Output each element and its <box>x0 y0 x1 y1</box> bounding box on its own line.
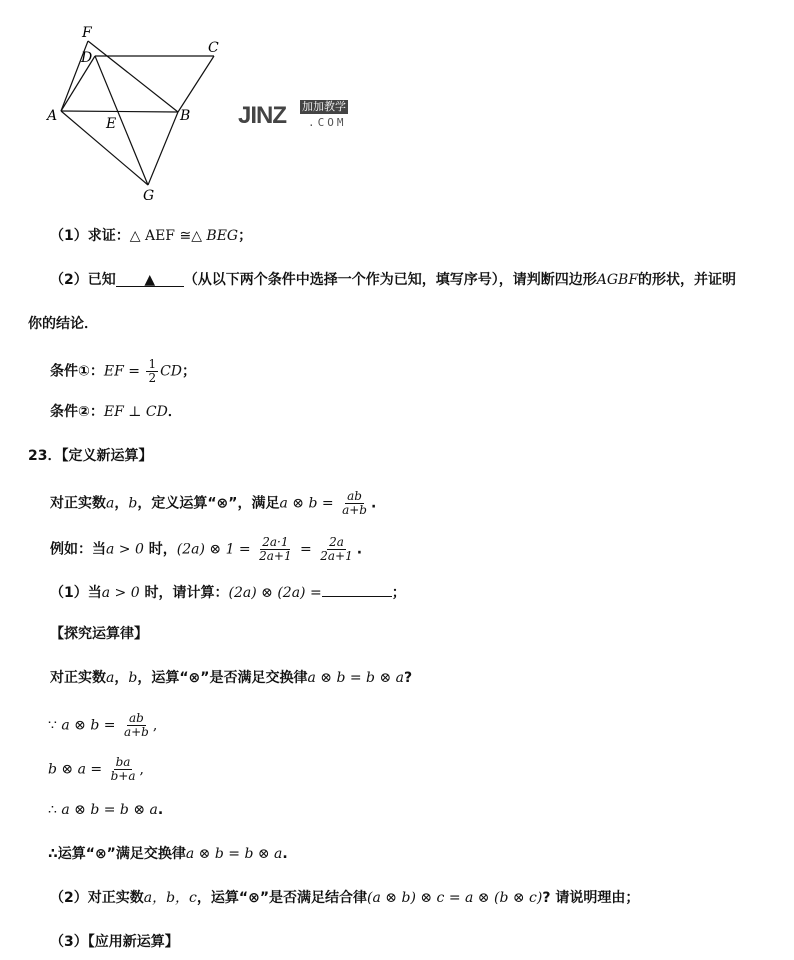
condition-label: 条件②： <box>50 404 104 420</box>
q22-part1 <box>50 226 252 246</box>
math-op: = <box>123 363 145 380</box>
numerator: ab <box>128 711 144 725</box>
part-label: （1）当 <box>50 585 102 601</box>
punct: ； <box>182 363 197 380</box>
logo-main: JINZ <box>238 102 287 129</box>
math-expr: CD <box>160 363 183 380</box>
fraction <box>146 358 158 385</box>
punct: . <box>157 802 164 818</box>
q23-part3: （3）【应用新运算】 <box>50 934 179 950</box>
var: a <box>106 495 115 512</box>
answer-blank[interactable] <box>322 580 392 597</box>
punct: . <box>282 846 288 862</box>
math-expr: a ⊗ b <box>279 495 318 512</box>
part-label: （1）求证： <box>50 228 130 244</box>
text: 例如：当 <box>50 541 106 558</box>
fraction <box>318 536 354 563</box>
label-F: F <box>82 25 92 41</box>
step-2 <box>48 756 144 783</box>
text: 时，请计算： <box>139 585 229 601</box>
condition-1 <box>50 358 196 385</box>
math-expr: AGBF <box>596 272 639 288</box>
step-4 <box>48 844 288 864</box>
numerator: 2a·1 <box>262 535 289 549</box>
step-3 <box>48 800 163 820</box>
q23-part2 <box>50 888 639 908</box>
label-D: D <box>81 50 93 66</box>
text: 的形状，并证明 <box>638 272 737 288</box>
text: ? 请说明理由； <box>542 890 640 906</box>
denominator: a+b <box>123 725 149 739</box>
math-expr: a > 0 <box>106 541 144 558</box>
denominator: 2a+1 <box>259 549 292 563</box>
numerator: 1 <box>148 357 157 371</box>
math-expr: EF <box>103 363 124 380</box>
label-G: G <box>143 188 155 204</box>
label-C: C <box>208 40 219 56</box>
text: ，运算“⊗”是否满足交换律 <box>137 670 308 686</box>
numerator: 2a <box>329 535 344 549</box>
because-symbol: ∵ <box>48 717 62 734</box>
math-expr: b ⊗ a <box>48 761 86 778</box>
punct: ， <box>114 670 129 686</box>
text: 时， <box>143 541 177 558</box>
q23-part1 <box>50 580 406 603</box>
fraction <box>340 490 369 517</box>
part-label: （2）对正实数 <box>50 890 144 906</box>
part-label: （2）已知 <box>50 272 116 288</box>
numerator: ba <box>115 755 131 769</box>
therefore-symbol: ∴ <box>48 802 62 818</box>
q23-example <box>50 536 362 563</box>
text: ，定义运算“⊗”，满足 <box>137 495 280 512</box>
q22-part2-cont: 你的结论． <box>28 316 98 332</box>
text: 对正实数 <box>50 495 106 512</box>
label-E: E <box>106 116 117 132</box>
denominator: a+b <box>342 503 367 517</box>
math-expr: a ⊗ b = b ⊗ a <box>185 846 283 862</box>
explore-question <box>50 668 412 688</box>
text: ，运算“⊗”是否满足结合律 <box>196 890 368 906</box>
var: b <box>128 495 138 512</box>
math-expr: △ AEF <box>129 228 176 244</box>
denominator: 2a+1 <box>320 549 353 563</box>
math-expr: a ⊗ b = b ⊗ a <box>307 670 404 686</box>
math-op: = <box>317 495 339 512</box>
fraction <box>109 756 138 783</box>
q23-title: 23．【定义新运算】 <box>28 448 153 464</box>
math-expr: EF ⊥ CD <box>103 404 168 420</box>
text: （从以下两个条件中选择一个作为已知，填写序号），请判断四边形 <box>183 272 597 288</box>
logo-cn: 加加教学 <box>302 100 346 113</box>
punct: ， <box>114 495 129 512</box>
numerator: ab <box>347 489 362 503</box>
math-op: = <box>85 761 107 778</box>
condition-label: 条件①： <box>50 363 104 380</box>
punct: ； <box>391 585 406 601</box>
var: b <box>128 670 138 686</box>
math-op: ≅△ <box>175 228 207 244</box>
math-expr: BEG <box>206 228 239 244</box>
explore-title: 【探究运算律】 <box>50 626 148 642</box>
denominator: b+a <box>110 769 136 783</box>
math-op: = <box>295 541 317 558</box>
geometry-figure <box>0 0 240 210</box>
answer-blank[interactable] <box>116 270 184 287</box>
condition-2 <box>50 402 182 422</box>
label-B: B <box>180 108 191 124</box>
punct: ． <box>167 404 182 420</box>
math-expr: (2a) ⊗ 1 <box>176 541 235 558</box>
fraction <box>122 712 151 739</box>
logo-sub: .COM <box>308 116 347 129</box>
label-A: A <box>47 108 58 124</box>
math-op: = <box>234 541 256 558</box>
math-expr: a ⊗ b = b ⊗ a <box>61 802 158 818</box>
punct: . <box>370 495 377 512</box>
text: 对正实数 <box>50 670 106 686</box>
step-1 <box>48 712 157 739</box>
punct: , <box>152 717 158 734</box>
math-expr: (a ⊗ b) ⊗ c = a ⊗ (b ⊗ c) <box>367 890 543 906</box>
math-expr: (2a) ⊗ (2a) = <box>228 585 322 601</box>
var: a <box>106 670 115 686</box>
punct: ? <box>403 670 413 686</box>
vars: a，b，c <box>143 890 197 906</box>
q23-definition <box>50 490 376 517</box>
math-op: = <box>99 717 120 734</box>
math-expr: a ⊗ b <box>61 717 100 734</box>
fraction <box>257 536 293 563</box>
math-expr: a > 0 <box>101 585 140 601</box>
punct: , <box>139 761 144 778</box>
denominator: 2 <box>148 371 157 385</box>
q22-part2 <box>50 270 736 290</box>
watermark-logo <box>238 100 363 130</box>
triangle-icon: ▲ <box>144 272 156 288</box>
text: ∴运算“⊗”满足交换律 <box>48 846 186 862</box>
punct: ； <box>238 228 253 244</box>
punct: . <box>356 541 363 558</box>
